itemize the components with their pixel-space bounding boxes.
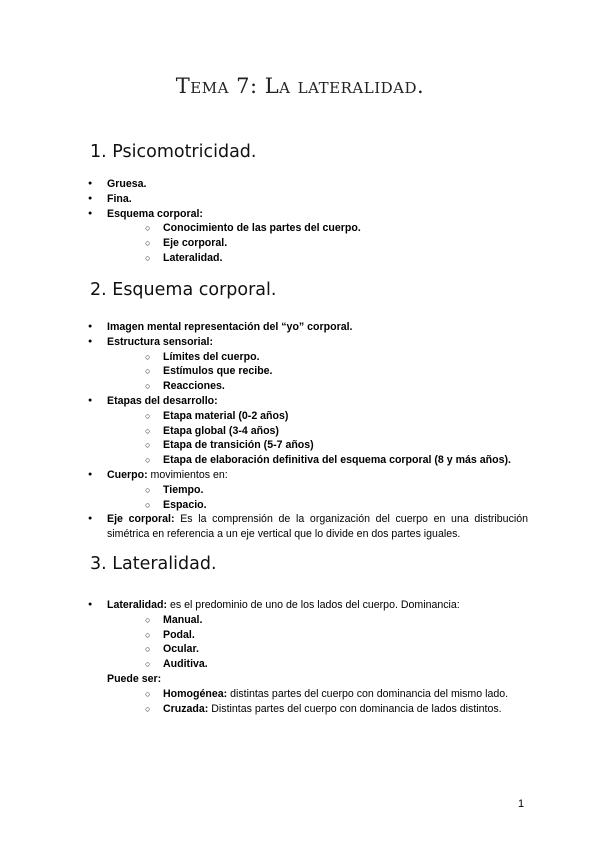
sub-list-item: ○ Etapa material (0-2 años) bbox=[107, 409, 528, 424]
sub-list-item: ○ Reacciones. bbox=[107, 379, 528, 394]
section-heading-esquema-corporal: 2. Esquema corporal. bbox=[90, 280, 277, 300]
sub-list-item: ○ Límites del cuerpo. bbox=[107, 350, 528, 365]
list-item: ● Imagen mental representación del “yo” corporal. bbox=[88, 320, 528, 335]
sub-list-item: ○ Conocimiento de las partes del cuerpo. bbox=[107, 221, 528, 236]
section-heading-psicomotricidad: 1. Psicomotricidad. bbox=[90, 142, 257, 162]
list-item: ● Eje corporal: Es la comprensión de la organización del cuerpo en una distribución simétrica en referencia a un eje vertical que lo divide en dos partes iguales. bbox=[88, 512, 528, 542]
section-heading-lateralidad: 3. Lateralidad. bbox=[90, 554, 217, 574]
sub-list-item: ○ Lateralidad. bbox=[107, 251, 528, 266]
section-list-psicomotricidad bbox=[88, 177, 528, 266]
list-item: ● Fina. bbox=[88, 192, 528, 207]
section-list-esquema-corporal bbox=[88, 320, 528, 542]
sub-list-item: ○ Manual. bbox=[107, 613, 528, 628]
sub-list-item: ○ Podal. bbox=[107, 628, 528, 643]
list-item: Puede ser: ○ Homogénea: distintas partes del cuerpo con dominancia del mismo lado. ○ Cruzada: Distintas partes del cuerpo con dominancia de lados distintos. bbox=[88, 672, 528, 716]
sub-list-item: ○ Homogénea: distintas partes del cuerpo con dominancia del mismo lado. bbox=[107, 687, 528, 702]
sub-list-item: ○ Etapa de elaboración definitiva del esquema corporal (8 y más años). bbox=[107, 453, 528, 468]
page-title: Tema 7: La lateralidad. bbox=[175, 74, 425, 98]
list-item: ● Esquema corporal: ○ Conocimiento de las partes del cuerpo. ○ Eje corporal. ○ Lateralidad. bbox=[88, 207, 528, 266]
page-number: 1 bbox=[518, 798, 525, 810]
sub-list-item: ○ Etapa de transición (5-7 años) bbox=[107, 438, 528, 453]
list-item: ● Lateralidad: es el predominio de uno de los lados del cuerpo. Dominancia: ○ Manual. ○ Podal. ○ Ocular. ○ Auditiva. bbox=[88, 598, 528, 672]
section-list-lateralidad bbox=[88, 598, 528, 716]
sub-list-item: ○ Cruzada: Distintas partes del cuerpo con dominancia de lados distintos. bbox=[107, 702, 528, 717]
sub-list-item: ○ Etapa global (3-4 años) bbox=[107, 424, 528, 439]
list-item: ● Cuerpo: movimientos en: ○ Tiempo. ○ Espacio. bbox=[88, 468, 528, 512]
sub-list-item: ○ Tiempo. bbox=[107, 483, 528, 498]
sub-list-item: ○ Auditiva. bbox=[107, 657, 528, 672]
list-item: ● Gruesa. bbox=[88, 177, 528, 192]
sub-list-item: ○ Ocular. bbox=[107, 642, 528, 657]
sub-list-item: ○ Espacio. bbox=[107, 498, 528, 513]
sub-list-item: ○ Eje corporal. bbox=[107, 236, 528, 251]
list-item: ● Estructura sensorial: ○ Límites del cuerpo. ○ Estímulos que recibe. ○ Reacciones. bbox=[88, 335, 528, 394]
list-item: ● Etapas del desarrollo: ○ Etapa material (0-2 años) ○ Etapa global (3-4 años) ○ Etapa de transición (5-7 años) ○ Etapa de elaboración definitiva del esquema corporal (8 y más años). bbox=[88, 394, 528, 468]
sub-list-item: ○ Estímulos que recibe. bbox=[107, 364, 528, 379]
